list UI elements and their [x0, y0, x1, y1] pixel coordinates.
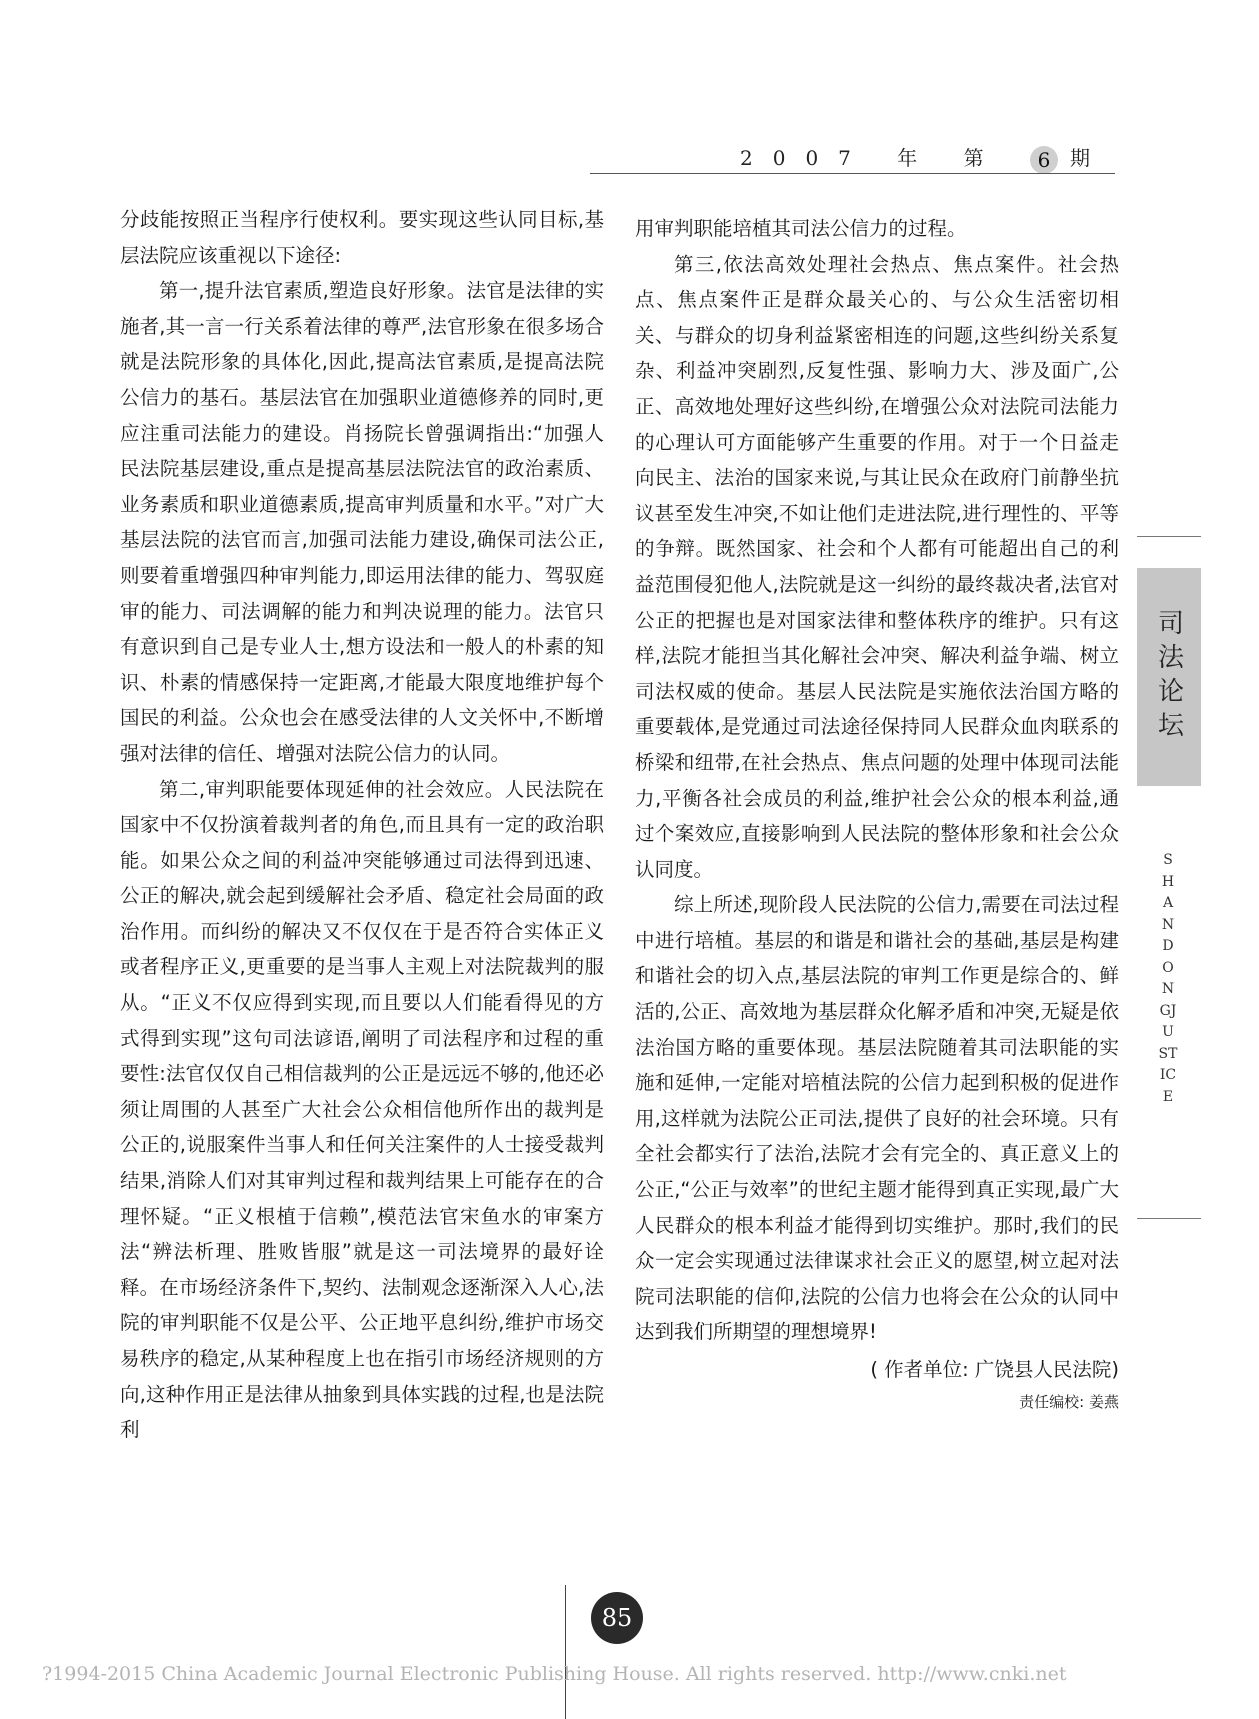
sidebar-bottom-rule — [1137, 1218, 1201, 1219]
section-title-box — [1137, 568, 1201, 786]
left-paragraph-1: 分歧能按照正当程序行使权利。要实现这些认同目标,基层法院应该重视以下途径: — [120, 208, 604, 267]
center-divider — [565, 1585, 566, 1719]
left-paragraph-2: 第一,提升法官素质,塑造良好形象。法官是法律的实施者,其一言一行关系着法律的尊严,法官形象在很多场合就是法院形象的具体化,因此,提高法官素质,是提高法院公信力的基石。基层法官在加强职业道德修养的同时,更应注重司法能力的建设。肖扬院长曾强调指出:“加强人民法院基层建设,重点是提高基层法院法官的政治素质、业务素质和职业道德素质,提高审判质量和水平。”对广大基层法院的法官而言,加强司法能力建设,确保司法公正,则要着重增强四种审判能力,即运用法律的能力、驾驭庭审的能力、司法调解的能力和判决说理的能力。法官只有意识到自己是专业人士,想方设法和一般人的朴素的知识、朴素的情感保持一定距离,才能最大限度地维护每个国民的利益。公众也会在感受法律的人文关怀中,不断增强对法律的信任、增强对法院公信力的认同。 — [120, 279, 604, 765]
left-paragraph-3: 第二,审判职能要体现延伸的社会效应。人民法院在国家中不仅扮演着裁判者的角色,而且具有一定的政治职能。如果公众之间的利益冲突能够通过司法得到迅速、公正的解决,就会起到缓解社会矛盾、稳定社会局面的政治作用。而纠纷的解决又不仅仅在于是否符合实体正义或者程序正义,更重要的是当事人主观上对法院裁判的服从。“正义不仅应得到实现,而且要以人们能看得见的方式得到实现”这句司法谚语,阐明了司法程序和过程的重要性:法官仅仅自己相信裁判的公正是远远不够的,他还必须让周围的人甚至广大社会公众相信他所作出的裁判是公正的,说服案件当事人和任何关注案件的人士接受裁判结果,消除人们对其审判过程和裁判结果上可能存在的合理怀疑。“正义根植于信赖”,模范法官宋鱼水的审案方法“辨法析理、胜败皆服”就是这一司法境界的最好诠释。在市场经济条件下,契约、法制观念逐渐深入人心,法院的审判职能不仅是公平、公正地平息纠纷,维护市场交易秩序的稳定,从某种程度上也在指引市场经济规则的方向,这种作用正是法律从抽象到具体实践的过程,也是法院利 — [120, 777, 604, 1442]
sidebar-top-rule — [1137, 536, 1201, 537]
header-rule — [590, 173, 1115, 174]
right-column — [635, 211, 1119, 1416]
right-paragraph-2: 第三,依法高效处理社会热点、焦点案件。社会热点、焦点案件正是群众最关心的、与公众生活密切相关、与群众的切身利益紧密相连的问题,这些纠纷关系复杂、利益冲突剧烈,反复性强、影响力大、涉及面广,公正、高效地处理好这些纠纷,在增强公众对法院司法能力的心理认可方面能够产生重要的作用。对于一个日益走向民主、法治的国家来说,与其让民众在政府门前静坐抗议甚至发生冲突,不如让他们走进法院,进行理性的、平等的争辩。既然国家、社会和个人都有可能超出自己的利益范围侵犯他人,法院就是这一纠纷的最终裁决者,法官对公正的把握也是对国家法律和整体秩序的维护。只有这样,法院才能担当其化解社会冲突、解决利益争端、树立司法权威的使命。基层人民法院是实施依法治国方略的重要载体,是党通过司法途径保持同人民群众血肉联系的桥梁和纽带,在社会热点、焦点问题的处理中体现司法能力,平衡各社会成员的利益,维护社会公众的根本利益,通过个案效应,直接影响到人民法院的整体形象和社会公众认同度。 — [635, 252, 1119, 881]
copyright-watermark: ?1994-2015 China Academic Journal Electronic Publishing House. All rights reserved. http://www.cnki.net — [42, 1663, 1067, 1685]
section-latin-title: SHANDONGJUSTICE — [1158, 852, 1178, 1105]
responsible-editor: 责任编校: 姜燕 — [1019, 1392, 1119, 1411]
right-paragraph-3: 综上所述,现阶段人民法院的公信力,需要在司法过程中进行培植。基层的和谐是和谐社会的基础,基层是构建和谐社会的切入点,基层法院的审判工作更是综合的、鲜活的,公正、高效地为基层群众化解矛盾和冲突,无疑是依法治国方略的重要体现。基层法院随着其司法职能的实施和延伸,一定能对培植法院的公信力起到积极的促进作用,这样就为法院公正司法,提供了良好的社会环境。只有全社会都实行了法治,法院才会有完全的、真正意义上的公正,“公正与效率”的世纪主题才能得到真正实现,最广大人民群众的根本利益才能得到切实维护。那时,我们的民众一定会实现通过法律谋求社会正义的愿望,树立起对法院司法职能的信仰,法院的公信力也将会在公众的认同中达到我们所期望的理想境界! — [635, 893, 1119, 1344]
section-title: 司法论坛 — [1153, 609, 1184, 745]
left-column — [120, 202, 604, 1448]
issue-year-text: 2007 年 第 — [740, 146, 1004, 170]
journal-issue-header — [740, 142, 1110, 174]
issue-suffix: 期 — [1069, 146, 1110, 170]
author-affiliation: ( 作者单位: 广饶县人民法院) — [870, 1358, 1119, 1381]
issue-number-badge: 6 — [1030, 146, 1058, 174]
page-number: 85 — [591, 1592, 643, 1644]
right-paragraph-1: 用审判职能培植其司法公信力的过程。 — [635, 217, 967, 240]
